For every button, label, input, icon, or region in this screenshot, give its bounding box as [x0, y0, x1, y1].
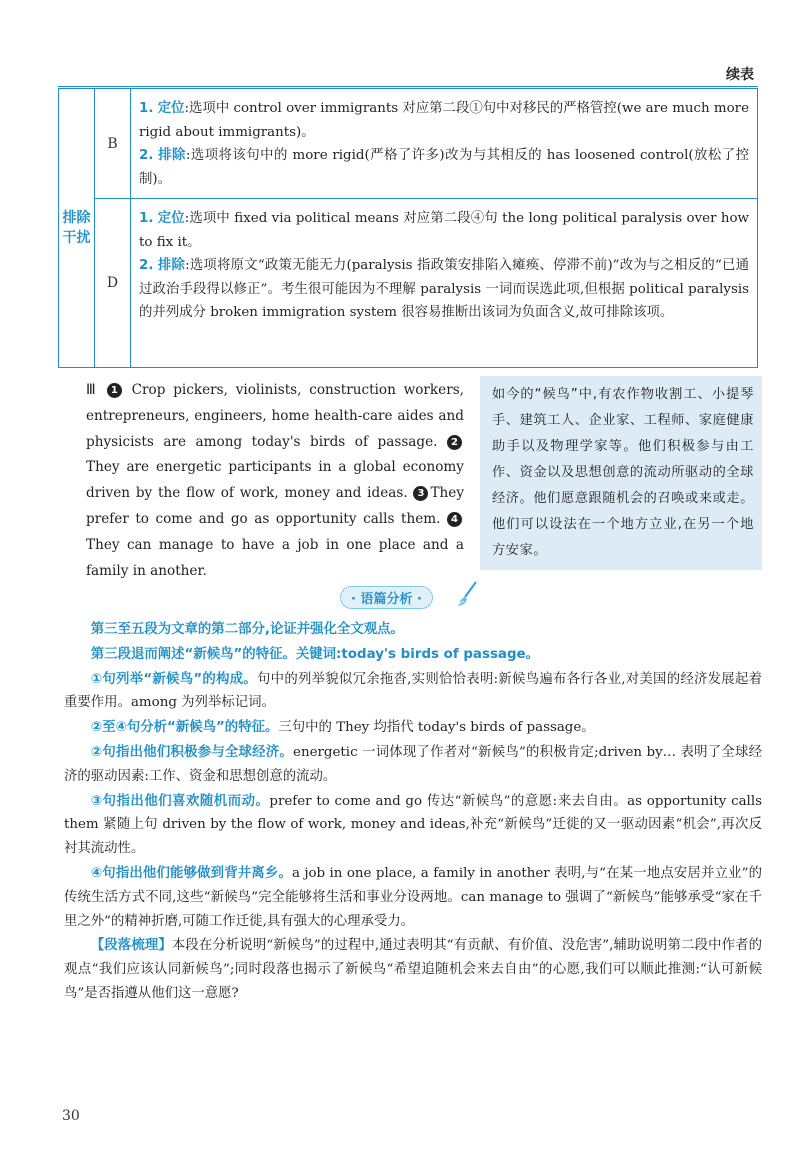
- analysis-paragraph: [64, 741, 762, 789]
- analysis-highlight: ④句指出他们能够做到背井离乡。: [90, 865, 292, 881]
- option-d-explanation: [131, 199, 757, 367]
- analysis-paragraph: [64, 862, 762, 933]
- analysis-highlight: 第三段退而阐述“新候鸟”的特征。关键词:today's birds of passage。: [90, 646, 540, 662]
- point-text: :选项将该句中的 more rigid(严格了许多)改为与其相反的 has loosened control(放松了控制)。: [139, 148, 750, 187]
- explanation-point: [139, 144, 749, 191]
- point-text: :选项中 control over immigrants 对应第二段①句中对移民的严格管控(we are much more rigid about immigrants)。: [139, 101, 750, 140]
- english-passage: [86, 378, 464, 584]
- point-number: 1.: [139, 101, 154, 116]
- sentence: They are energetic participants in a global economy driven by the flow of work, money and ideas.: [86, 459, 464, 502]
- analysis-highlight: 第三至五段为文章的第二部分,论证并强化全文观点。: [90, 622, 404, 637]
- point-number: 2.: [139, 148, 154, 163]
- analysis-paragraph: [64, 668, 762, 716]
- explanation-point: [139, 207, 749, 254]
- analysis-paragraph: [64, 790, 762, 861]
- point-keyword: 定位: [157, 101, 185, 116]
- sentence: They prefer to come and go as opportunity calls them.: [86, 485, 464, 527]
- point-number: 1.: [139, 211, 154, 226]
- header-rule: [58, 86, 758, 87]
- point-text: :选项中 fixed via political means 对应第二段④句 the long political paralysis over how to fix it。: [139, 211, 750, 250]
- sentence: Crop pickers, violinists, construction workers, entrepreneurs, engineers, home health-care aides and physicists are among today's birds of passage.: [86, 382, 465, 450]
- option-cell-b: [95, 89, 131, 199]
- analysis-text: 本段在分析说明“新候鸟”的过程中,通过表明其“有贡献、有价值、没危害”,辅助说明第二段中作者的观点“我们应该认同新候鸟”;同时段落也揭示了新候鸟“希望追随机会来去自由”的心愿,我们可以顺此推测:“认可新候鸟”是否指遵从他们这一意愿?: [64, 938, 762, 1001]
- analysis-paragraph: [64, 934, 762, 1005]
- option-b-explanation: [131, 89, 757, 199]
- analysis-text: 三句中的 They 均指代 today's birds of passage。: [278, 720, 595, 736]
- analysis-paragraph: [64, 643, 762, 667]
- page-number: 30: [62, 1108, 80, 1124]
- option-label: D: [106, 275, 119, 291]
- brush-icon: [456, 580, 480, 608]
- sentence-marker: 2: [447, 435, 462, 450]
- sentence-marker: 1: [107, 383, 122, 398]
- explanation-point: [139, 97, 749, 144]
- translation-text: 如今的“候鸟”中,有农作物收割工、小提琴手、建筑工人、企业家、工程师、家庭健康助手以及物理学家等。他们积极参与由工作、资金以及思想创意的流动所驱动的全球经济。他们愿意跟随机会的召唤或来或走。他们可以设法在一个地方立业,在另一个地方安家。: [492, 387, 754, 558]
- answer-analysis-table: [58, 88, 758, 368]
- option-cell-d: [95, 199, 131, 367]
- discourse-analysis: [64, 618, 762, 1007]
- paragraph-numeral: Ⅲ: [86, 382, 100, 398]
- category-cell: [59, 89, 95, 367]
- translation-box: [480, 376, 762, 570]
- analysis-highlight: ②至④句分析“新候鸟”的特征。: [90, 720, 279, 736]
- analysis-highlight: ②句指出他们积极参与全球经济。: [90, 744, 294, 760]
- point-keyword: 定位: [157, 211, 185, 226]
- point-keyword: 排除: [158, 148, 186, 163]
- explanation-point: [139, 254, 749, 325]
- analysis-highlight: ③句指出他们喜欢随机而动。: [90, 793, 270, 809]
- analysis-highlight: 【段落梳理】: [90, 938, 172, 954]
- continued-table-label: 续表: [726, 67, 754, 83]
- analysis-text: energetic 一词体现了作者对“新候鸟”的积极肯定;driven by… 表明了全球经济的驱动因素:工作、资金和思想创意的流动。: [64, 744, 762, 784]
- analysis-text: a job in one place, a family in another 表明,与“在某一地点安居并立业”的传统生活方式不同,这些“新候鸟”完全能够将生活和事业分设两地。can manage to 强调了“新候鸟”能够承受“家在千里之外”的精神折磨,可随工作迁徙,具有强大的心理承受力。: [64, 865, 763, 929]
- analysis-text: 句中的列举貌似冗余拖沓,实则恰恰表明:新候鸟遍布各行各业,对美国的经济发展起着重要作用。among 为列举标记词。: [64, 671, 762, 711]
- analysis-paragraph: [64, 716, 762, 740]
- category-label: 排除干扰: [62, 210, 91, 246]
- sentence-marker: 4: [447, 512, 462, 527]
- analysis-text: prefer to come and go 传达“新候鸟”的意愿:来去自由。as opportunity calls them 紧随上句 driven by the flow of work, money and ideas,补充“新候鸟”迁徙的又一驱动因素“机会”,再次反衬其流动性。: [64, 793, 762, 857]
- section-title-badge: · 语篇分析 ·: [340, 586, 433, 609]
- point-number: 2.: [139, 258, 154, 273]
- analysis-highlight: ①句列举“新候鸟”的构成。: [90, 671, 258, 687]
- analysis-paragraph: [64, 618, 762, 642]
- sentence-marker: 3: [413, 486, 428, 501]
- sentence: They can manage to have a job in one place and a family in another.: [86, 536, 464, 579]
- option-label: B: [107, 135, 118, 152]
- point-keyword: 排除: [157, 258, 186, 273]
- point-text: :选项将原文“政策无能无力(paralysis 指政策安排陷入瘫痪、停滞不前)”改为与之相反的“已通过政治手段得以修正”。考生很可能因为不理解 paralysis 一词而误选此项,但根据 political paralysis 的并列成分 broken immigration system 很容易推断出该词为负面含义,故可排除该项。: [139, 258, 749, 320]
